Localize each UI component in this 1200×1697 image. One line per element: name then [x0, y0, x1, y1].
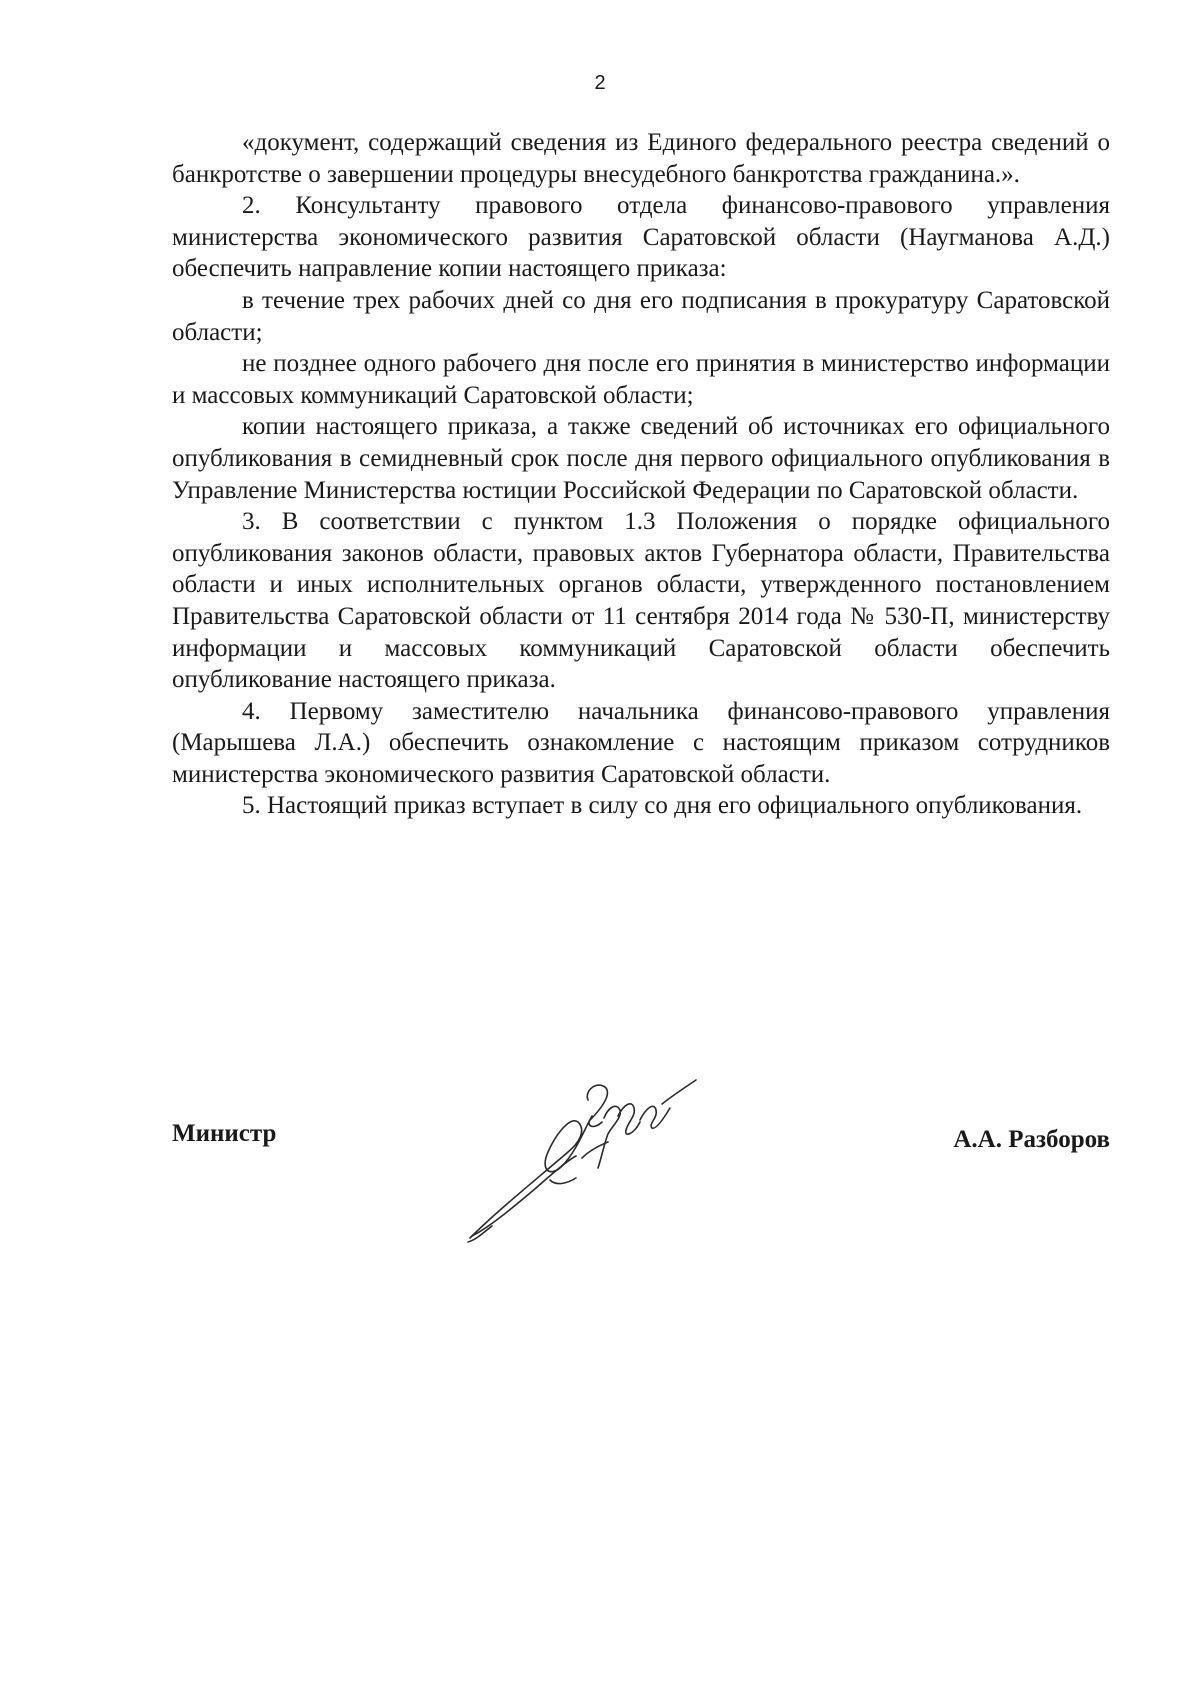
- handwritten-signature: [458, 1060, 718, 1260]
- paragraph-item-3: 3. В соответствии с пунктом 1.3 Положения о порядке официального опубликования законов области, правовых актов Губернатора области, Правительства области и иных исполнительных органов области, утвержденного постановлением Правительства Саратовской области от 11 сентября 2014 года № 530-П, министерству информации и массовых коммуникаций Саратовской области обеспечить опубликование настоящего приказа.: [172, 508, 1110, 694]
- paragraph-quoted-document: «документ, содержащий сведения из Единого федерального реестра сведений о банкротстве о завершении процедуры внесудебного банкротства гражданина.».: [172, 129, 1110, 188]
- paragraph-item-2-justice: копии настоящего приказа, а также сведений об источниках его официального опубликования в семидневный срок после дня первого официального опубликования в Управление Министерства юстиции Российской Федерации по Саратовской области.: [172, 413, 1110, 504]
- paragraph-item-2: 2. Консультанту правового отдела финансово-правового управления министерства экономического развития Саратовской области (Наугманова А.Д.) обеспечить направление копии настоящего приказа:: [172, 192, 1110, 283]
- signatory-name: А.А. Разборов: [953, 1126, 1110, 1153]
- paragraph-item-4: 4. Первому заместителю начальника финансово-правового управления (Марышева Л.А.) обеспечить ознакомление с настоящим приказом сотрудников министерства экономического развития Саратовской области.: [172, 697, 1110, 788]
- signatory-position: Министр: [172, 1120, 277, 1147]
- paragraph-item-5: 5. Настоящий приказ вступает в силу со дня его официального опубликования.: [242, 792, 1083, 820]
- page-number: 2: [594, 72, 606, 94]
- document-body: [172, 127, 1110, 822]
- paragraph-item-2-ministry-info: не позднее одного рабочего дня после его принятия в министерство информации и массовых коммуникаций Саратовской области;: [172, 350, 1110, 409]
- paragraph-item-2-prosecutor: в течение трех рабочих дней со дня его подписания в прокуратуру Саратовской области;: [172, 286, 1110, 346]
